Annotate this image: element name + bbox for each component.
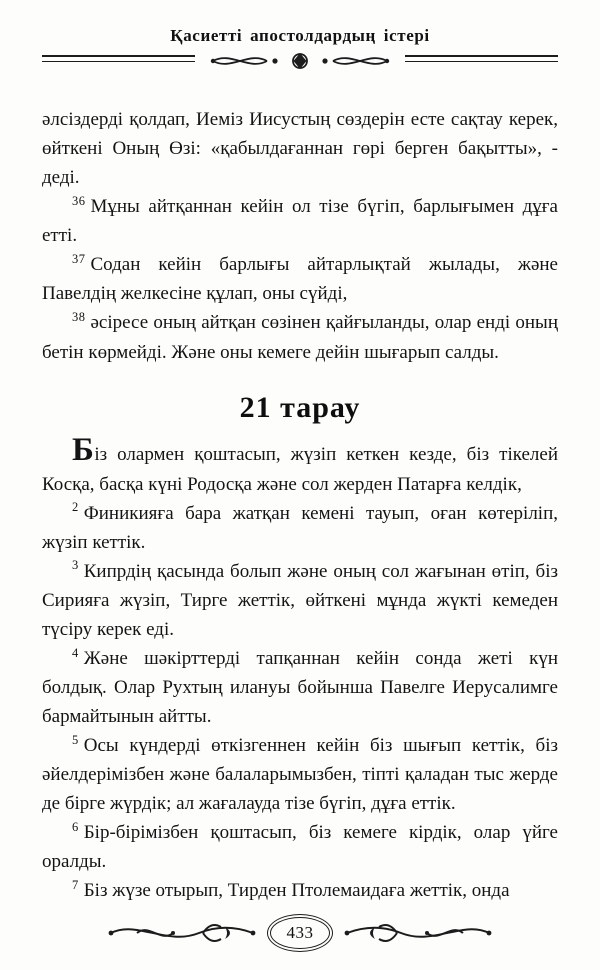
page-number-inner-ring [270,917,330,949]
verse-paragraph: $^{36}$ Мұны айтқаннан кейін ол тізе бүгіп, барлығымен дұға етті. [42,193,558,247]
verse-number: 7 [72,878,79,893]
knot-divider-icon [195,49,405,73]
verse-paragraph: $^6$ Бір-бірімізбен қоштасып, біз кемеге кірдік, олар үйге оралды. [42,819,558,873]
scroll-flourish-right-icon [343,916,493,950]
verse-number: 37 [72,251,86,266]
running-title: Қасиетті апостолдардың істері [170,26,430,45]
verse-number: 3 [72,558,79,573]
verse-number: 36 [72,193,86,208]
page-number: 433 [286,923,314,942]
chapter-heading: 21 тарау [239,390,361,424]
verse-number: 38 [72,310,86,325]
verse-paragraph: $^4$ Және шәкірттерді тапқаннан кейін сонда жеті күн болдық. Олар Рухтың илануы бойынша Павелге Иерусалимге бармайтынын айтты. [42,645,558,728]
verse-number: 6 [72,819,79,834]
verse-paragraph: $^3$ Кипрдің қасында болып және оның сол жағынан өтіп, біз Сирияға жүзіп, Тирге жеттік, өйткені мұнда жүкті кемеден түсіру керек еді. [42,558,558,640]
header-divider [42,55,558,81]
scroll-flourish-left-icon [107,916,257,950]
verse-paragraph: $^{38}$ әсіресе оның айтқан сөзінен қайғыланды, олар енді оның бетін көрмейді. Және оны кемеге дейін шығарып салды. [42,310,558,363]
verse-number: 2 [72,500,79,515]
verse-paragraph: $^7$ Біз жүзе отырып, Тирден Птолемаидаға жеттік, онда [72,878,510,902]
page-number-badge [267,914,333,952]
page-footer [0,914,600,952]
body-text [42,105,558,905]
verse-number: 5 [72,732,79,747]
verse-paragraph: $^5$ Осы күндерді өткізгеннен кейін біз шығып кеттік, біз әйелдерімізбен және балаларымызбен, тіпті қаладан тыс жерде де бірге жүрдік; ал жағалауда тізе бүгіп, дұға еттік. [42,732,558,815]
verse-number: 4 [72,645,79,660]
paragraph: әлсіздерді қолдап, Иеміз Иисустың сөздерін есте сақтау керек, өйткені Оның Өзі: «қабылдағаннан гөрі берген бақытты», - деді. [42,109,558,189]
verse-paragraph: $^2$ Финикияға бара жатқан кемені тауып, оған көтеріліп, жүзіп кеттік. [42,500,558,553]
drop-cap: Б [72,432,95,469]
verse-paragraph: Біз олармен қоштасып, жүзіп кеткен кезде, біз тікелей Косқа, басқа күні Родосқа және сол жерден Патарға келдік, [42,432,558,495]
verse-paragraph: $^{37}$ Содан кейін барлығы айтарлықтай жылады, және Павелдің желкесіне құлап, оны сүйді, [42,251,558,305]
page-header [42,26,558,81]
